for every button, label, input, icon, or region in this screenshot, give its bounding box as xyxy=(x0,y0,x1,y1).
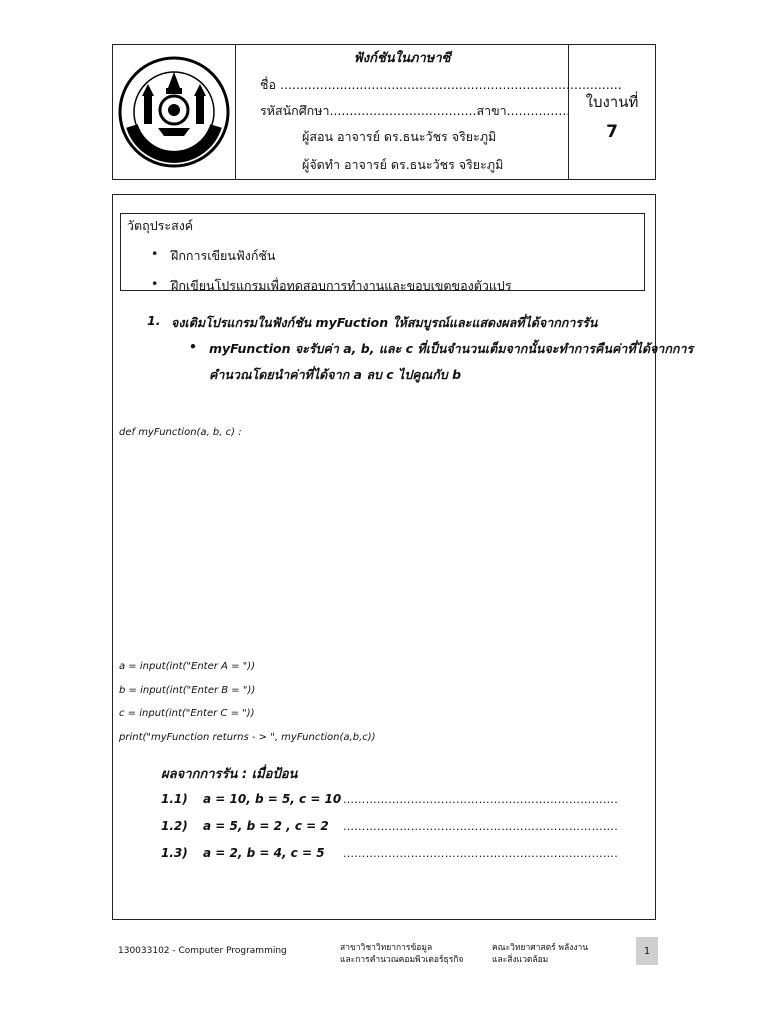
footer-dept-line2: และการคำนวณคอมพิวเตอร์ธุรกิจ xyxy=(340,955,464,965)
result-input: a = 10, b = 5, c = 10 xyxy=(203,792,342,806)
result-input: a = 5, b = 2 , c = 2 xyxy=(203,819,329,833)
logo-cell xyxy=(113,45,236,179)
answer-blank: ………………………………………………………………. xyxy=(343,847,618,860)
university-seal-icon xyxy=(118,56,230,168)
objective-item: • ฝึกเขียนโปรแกรมเพื่อทดสอบการทำงานและขอบเขตของตัวแปร xyxy=(151,276,512,293)
footer-faculty-line1: คณะวิทยาศาสตร์ พลังงาน xyxy=(492,943,589,953)
objectives-box xyxy=(120,213,645,291)
question-text: จงเติมโปรแกรมในฟังก์ชัน myFuction ให้สมบูรณ์และแสดงผลที่ได้จากการรัน xyxy=(171,315,598,330)
footer-course: 130033102 - Computer Programming xyxy=(118,946,287,956)
objective-item: • ฝึกการเขียนฟังก์ชัน xyxy=(151,246,276,263)
bullet-icon: • xyxy=(151,246,159,261)
code-line: c = input(int("Enter C = ")) xyxy=(119,708,255,719)
student-id-field: รหัสนักศึกษา.....................................สาขา................ xyxy=(260,103,571,118)
author-line: ผู้จัดทำ อาจารย์ ดร.ธนะวัชร จริยะภูมิ xyxy=(302,157,504,172)
objectives-title: วัตถุประสงค์ xyxy=(127,218,194,233)
sheet-label: ใบงานที่ xyxy=(585,93,639,111)
results-title: ผลจากการรัน : เมื่อป้อน xyxy=(161,767,298,782)
question-detail-line1: myFunction จะรับค่า a, b, และ c ที่เป็นจำนวนเต็มจากนั้นจะทำการคืนค่าที่ได้จากการ xyxy=(209,341,694,356)
result-label: 1.2) xyxy=(161,819,188,833)
answer-blank: ………………………………………………………………. xyxy=(343,820,618,833)
code-line: b = input(int("Enter B = ")) xyxy=(119,685,256,696)
result-input: a = 2, b = 4, c = 5 xyxy=(203,846,325,860)
worksheet-body xyxy=(112,194,694,920)
code-line: a = input(int("Enter A = ")) xyxy=(119,661,256,672)
code-line: print("myFunction returns - > ", myFunction(a,b,c)) xyxy=(119,732,376,743)
sheet-cell xyxy=(569,45,655,179)
sheet-number: 7 xyxy=(606,122,618,142)
result-label: 1.1) xyxy=(161,792,188,806)
header-table xyxy=(112,44,656,180)
result-label: 1.3) xyxy=(161,846,188,860)
page-title: ฟังก์ชันในภาษาซี xyxy=(353,51,451,66)
footer-dept-line1: สาขาวิชาวิทยาการข้อมูล xyxy=(340,943,433,953)
bullet-icon: • xyxy=(151,276,159,291)
page-number: 1 xyxy=(636,937,658,965)
instructor-line: ผู้สอน อาจารย์ ดร.ธนะวัชร จริยะภูมิ xyxy=(302,129,497,144)
code-def-line: def myFunction(a, b, c) : xyxy=(119,427,242,438)
answer-blank: ………………………………………………………………. xyxy=(343,793,618,806)
footer-faculty-line2: และสิ่งแวดล้อม xyxy=(492,955,549,965)
question-detail-line2: คำนวณโดยนำค่าที่ได้จาก a ลบ c ไปคูณกับ b xyxy=(209,367,462,382)
question-number: 1. xyxy=(147,313,161,328)
student-name-field: ชื่อ ...................................................................................... xyxy=(260,77,622,92)
bullet-icon: • xyxy=(189,339,197,354)
